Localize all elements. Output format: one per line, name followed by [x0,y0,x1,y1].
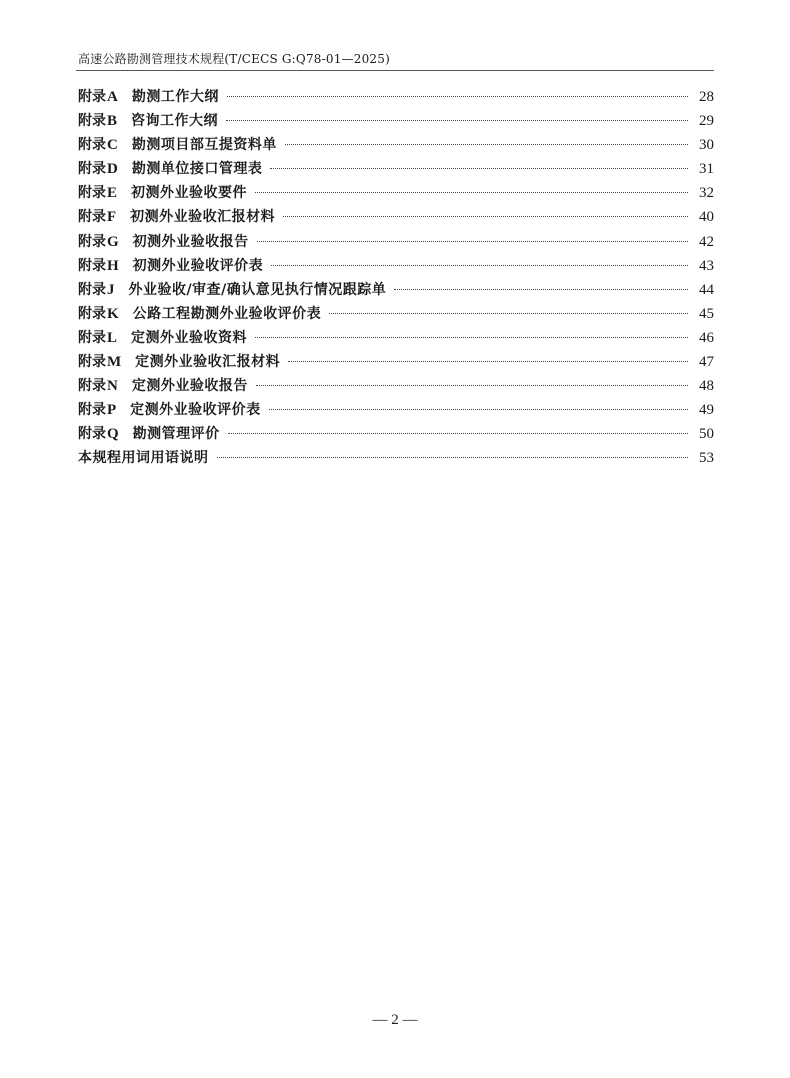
toc-entry-letter: L [107,329,118,346]
toc-entry-title: 定测外业验收评价表 [130,402,261,419]
toc-entry-title: 定测外业验收资料 [131,329,248,346]
toc-entry-title: 初测外业验收要件 [131,185,248,202]
toc-entry[interactable] [78,423,714,447]
toc-entry-title: 初测外业验收评价表 [132,257,264,274]
toc-entry-letter: C [107,137,118,154]
toc-entry[interactable] [78,86,714,110]
toc-entry-page: 30 [699,137,714,154]
toc-dot-leader [288,361,688,362]
toc-entry-letter: D [107,161,118,178]
toc-entry-page: 29 [699,113,714,130]
toc-entry-page: 42 [699,233,714,250]
table-of-contents [78,86,714,472]
toc-entry-letter: P [107,402,117,419]
toc-entry-page: 31 [699,161,714,178]
toc-entry-prefix: 附录 [78,185,106,202]
toc-dot-leader [227,96,688,97]
toc-entry-page: 50 [699,426,714,443]
toc-dot-leader [283,216,688,217]
toc-dot-leader [226,120,688,121]
toc-entry-page: 28 [699,89,714,105]
toc-entry-prefix: 附录 [78,402,106,419]
toc-dot-leader [256,385,688,386]
header-divider [76,70,714,71]
toc-entry-page: 46 [699,329,714,346]
toc-dot-leader [255,337,688,338]
toc-entry-title: 公路工程勘测外业验收评价表 [132,305,322,322]
toc-dot-leader [228,433,688,434]
toc-entry[interactable] [78,134,714,158]
toc-entry-page: 40 [699,209,714,226]
toc-entry-letter: Q [107,426,119,443]
toc-entry-page: 53 [699,450,714,467]
toc-entry[interactable] [78,447,714,471]
running-header: 高速公路勘测管理技术规程(T/CECS G:Q78-01—2025) [78,52,390,66]
toc-entry-title: 初测外业验收报告 [132,233,249,250]
page-number: — 2 — [372,1012,418,1028]
toc-entry-letter: M [107,354,122,371]
toc-entry-title: 本规程用词用语说明 [78,450,209,467]
toc-dot-leader [257,241,688,242]
toc-entry-prefix: 附录 [78,329,106,346]
toc-entry-title: 咨询工作大纲 [131,113,219,130]
toc-entry[interactable] [78,206,714,230]
toc-dot-leader [269,409,688,410]
toc-entry-letter: K [107,305,119,322]
toc-entry-prefix: 附录 [78,257,106,274]
toc-entry-prefix: 附录 [78,89,106,105]
toc-dot-leader [285,144,688,145]
toc-entry-page: 32 [699,185,714,202]
toc-entry[interactable] [78,231,714,255]
toc-entry-title: 勘测工作大纲 [131,89,219,105]
toc-entry-page: 45 [699,305,714,322]
toc-entry-page: 43 [699,257,714,274]
toc-entry-title: 勘测单位接口管理表 [131,161,263,178]
toc-dot-leader [255,192,688,193]
toc-entry-title: 外业验收/审查/确认意见执行情况跟踪单 [128,281,387,298]
toc-entry-prefix: 附录 [78,354,106,371]
toc-entry-title: 勘测管理评价 [132,426,220,443]
toc-entry-page: 44 [699,281,714,298]
toc-dot-leader [329,313,688,314]
toc-entry[interactable] [78,182,714,206]
toc-entry[interactable] [78,303,714,327]
toc-entry-title: 定测外业验收汇报材料 [135,354,281,371]
toc-entry[interactable] [78,399,714,423]
toc-entry-title: 定测外业验收报告 [131,378,248,395]
toc-entry-prefix: 附录 [78,113,106,130]
toc-dot-leader [394,289,688,290]
toc-entry-prefix: 附录 [78,137,106,154]
toc-entry[interactable] [78,327,714,351]
toc-entry-letter: B [107,113,118,130]
toc-entry-prefix: 附录 [78,426,106,443]
toc-dot-leader [270,168,688,169]
toc-entry[interactable] [78,110,714,134]
toc-dot-leader [271,265,688,266]
toc-entry-prefix: 附录 [78,161,106,178]
toc-entry-prefix: 附录 [78,233,106,250]
toc-entry-title: 勘测项目部互提资料单 [131,137,277,154]
toc-entry-letter: H [107,257,119,274]
toc-entry[interactable] [78,375,714,399]
toc-entry-prefix: 附录 [78,281,106,298]
toc-entry[interactable] [78,255,714,279]
toc-entry-letter: E [107,185,118,202]
toc-entry-letter: F [107,209,117,226]
toc-entry[interactable] [78,279,714,303]
toc-entry[interactable] [78,158,714,182]
toc-entry-letter: G [107,233,119,250]
toc-entry-page: 47 [699,354,714,371]
toc-entry-prefix: 附录 [78,209,106,226]
toc-entry-prefix: 附录 [78,305,106,322]
toc-entry-letter: A [107,89,118,105]
toc-entry-letter: N [107,378,118,395]
toc-entry[interactable] [78,351,714,375]
toc-entry-letter: J [107,281,115,298]
toc-dot-leader [217,457,689,458]
toc-entry-prefix: 附录 [78,378,106,395]
toc-entry-page: 48 [699,378,714,395]
toc-entry-page: 49 [699,402,714,419]
toc-entry-title: 初测外业验收汇报材料 [130,209,276,226]
